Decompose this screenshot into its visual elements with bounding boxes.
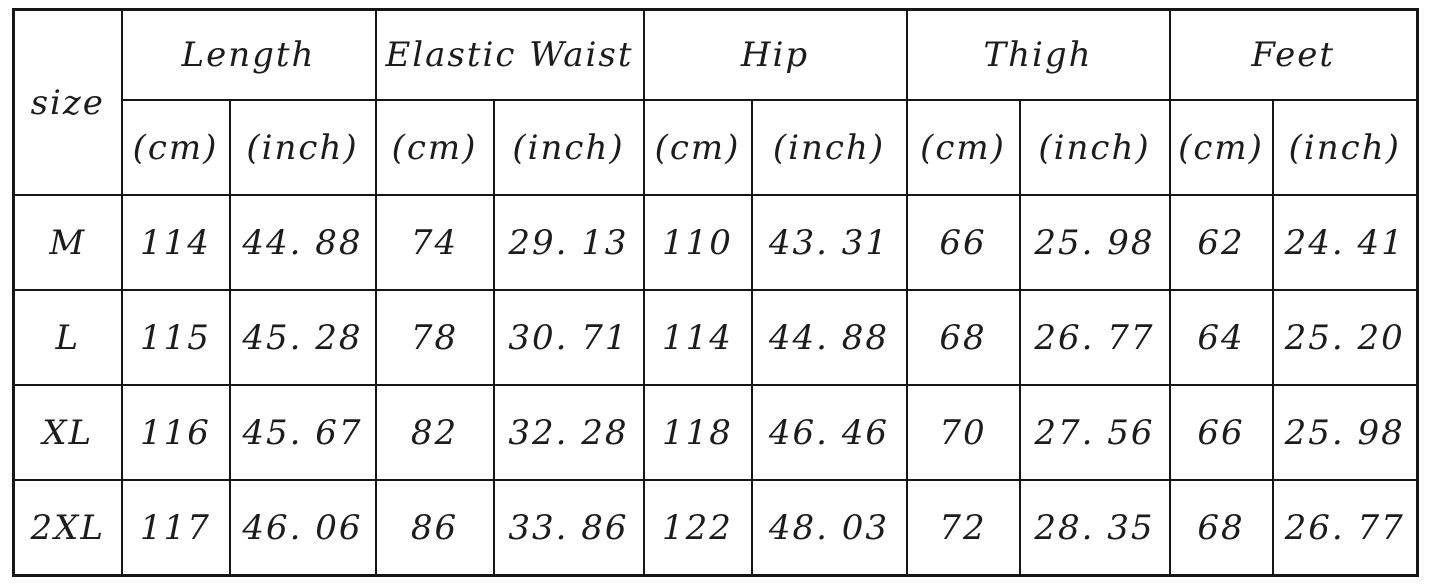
value-cell: 110	[644, 195, 752, 290]
value-cell: 66	[907, 195, 1020, 290]
unit-header-length-inch: (inch)	[230, 100, 376, 195]
group-header-length: Length	[122, 10, 376, 101]
value-cell: 43. 31	[752, 195, 907, 290]
group-header-elastic-waist: Elastic Waist	[376, 10, 644, 101]
unit-header-length-cm: (cm)	[122, 100, 230, 195]
table-row-2xl	[14, 480, 1418, 576]
value-cell: 29. 13	[494, 195, 644, 290]
unit-header-feet-cm: (cm)	[1170, 100, 1273, 195]
table-row-xl	[14, 385, 1418, 480]
value-cell: 78	[376, 290, 494, 385]
value-cell: 44. 88	[230, 195, 376, 290]
value-cell: 24. 41	[1273, 195, 1418, 290]
value-cell: 45. 67	[230, 385, 376, 480]
unit-header-thigh-inch: (inch)	[1020, 100, 1170, 195]
size-cell: XL	[14, 385, 122, 480]
value-cell: 114	[644, 290, 752, 385]
value-cell: 114	[122, 195, 230, 290]
value-cell: 68	[1170, 480, 1273, 576]
value-cell: 118	[644, 385, 752, 480]
value-cell: 72	[907, 480, 1020, 576]
unit-header-hip-cm: (cm)	[644, 100, 752, 195]
value-cell: 122	[644, 480, 752, 576]
value-cell: 116	[122, 385, 230, 480]
unit-header-feet-inch: (inch)	[1273, 100, 1418, 195]
value-cell: 33. 86	[494, 480, 644, 576]
value-cell: 82	[376, 385, 494, 480]
value-cell: 45. 28	[230, 290, 376, 385]
size-chart-table	[12, 8, 1419, 577]
value-cell: 26. 77	[1020, 290, 1170, 385]
value-cell: 27. 56	[1020, 385, 1170, 480]
value-cell: 48. 03	[752, 480, 907, 576]
value-cell: 115	[122, 290, 230, 385]
value-cell: 74	[376, 195, 494, 290]
size-chart	[12, 8, 1419, 577]
table-row-m	[14, 195, 1418, 290]
corner-header-size: size	[14, 10, 122, 196]
size-cell: M	[14, 195, 122, 290]
value-cell: 25. 98	[1273, 385, 1418, 480]
value-cell: 46. 06	[230, 480, 376, 576]
size-cell: L	[14, 290, 122, 385]
value-cell: 46. 46	[752, 385, 907, 480]
unit-header-hip-inch: (inch)	[752, 100, 907, 195]
value-cell: 25. 98	[1020, 195, 1170, 290]
group-header-thigh: Thigh	[907, 10, 1170, 101]
unit-header-waist-cm: (cm)	[376, 100, 494, 195]
unit-header-thigh-cm: (cm)	[907, 100, 1020, 195]
value-cell: 25. 20	[1273, 290, 1418, 385]
value-cell: 66	[1170, 385, 1273, 480]
value-cell: 70	[907, 385, 1020, 480]
value-cell: 117	[122, 480, 230, 576]
value-cell: 44. 88	[752, 290, 907, 385]
value-cell: 86	[376, 480, 494, 576]
value-cell: 62	[1170, 195, 1273, 290]
size-cell: 2XL	[14, 480, 122, 576]
unit-header-waist-inch: (inch)	[494, 100, 644, 195]
group-header-hip: Hip	[644, 10, 907, 101]
value-cell: 68	[907, 290, 1020, 385]
header-group-row	[14, 10, 1418, 101]
value-cell: 32. 28	[494, 385, 644, 480]
group-header-feet: Feet	[1170, 10, 1418, 101]
value-cell: 64	[1170, 290, 1273, 385]
value-cell: 30. 71	[494, 290, 644, 385]
table-row-l	[14, 290, 1418, 385]
value-cell: 26. 77	[1273, 480, 1418, 576]
header-unit-row	[14, 100, 1418, 195]
value-cell: 28. 35	[1020, 480, 1170, 576]
